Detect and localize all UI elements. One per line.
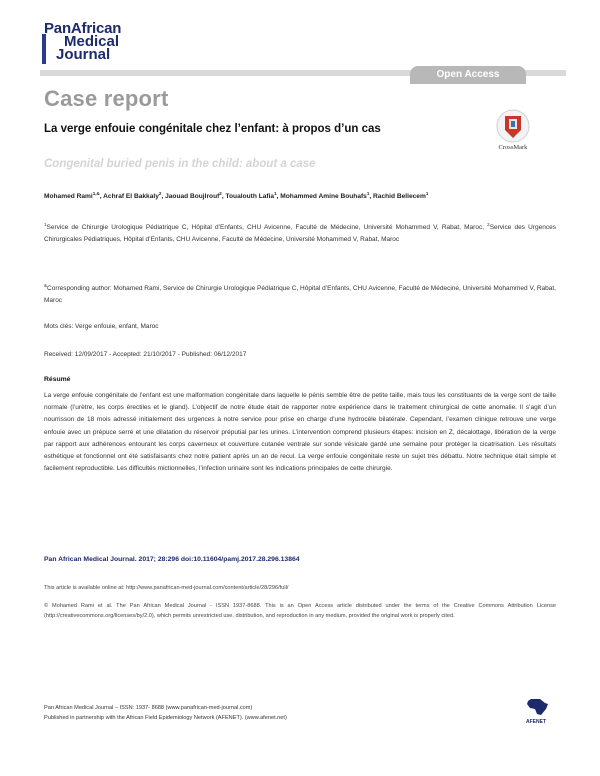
africa-map-icon [521, 698, 551, 716]
author-list: Mohamed Rami$^{1,\&}$, Achraf El Bakkaly$^2$, Jaouad Boujlrouf$^2$, Toualouth Lafia$^1$, Mohammed Amine Bouhafs$^1$, Rachid Bellecem$^1$ [44, 191, 429, 201]
affiliations [44, 219, 556, 246]
afenet-label: AFENET [526, 719, 546, 725]
publication-dates: Received: 12/09/2017 - Accepted: 21/10/2017 - Published: 06/12/2017 [44, 351, 247, 358]
journal-logo [44, 22, 144, 61]
afenet-logo [514, 698, 558, 725]
affiliation-text: Service de Chirurgie Urologique Pédiatrique C, Hôpital d’Enfants, CHU Avicenne, Faculté de Médecine, Université Mohammed V, Rabat, Maroc, [46, 224, 488, 232]
abstract-heading: Résumé [44, 376, 71, 383]
author-affiliation-mark: 1 [425, 191, 429, 196]
keywords: Mots clés: Verge enfouie, enfant, Maroc [44, 323, 159, 330]
author-name: Rachid Bellecem [373, 193, 426, 201]
affiliation-text: Service des Urgences Chirurgicales Pédiatriques, Hôpital d’Enfants, CHU Avicenne, Faculté de Médecine, Université Mohammed V, Rabat, Maroc [44, 224, 556, 244]
corresponding-author [44, 280, 556, 307]
open-access-badge: Open Access [410, 66, 526, 84]
footer-journal-line: Pan African Medical Journal – ISSN: 1937- 8688 (www.panafrican-med-journal.com) [44, 705, 253, 711]
author-name: Mohamed Rami [44, 193, 93, 201]
author-name: Achraf El Bakkaly [103, 193, 159, 201]
corresponding-mark: & [44, 283, 48, 288]
author-name: Jaouad Boujlrouf [165, 193, 220, 201]
author-affiliation-mark: 2 [158, 191, 162, 196]
article-type: Case report [44, 86, 169, 111]
abstract-text: La verge enfouie congénitale de l’enfant est une malformation congénitale dans laquelle le pénis semble être de petite taille, mais tous les constituants de la verge sont de taille normale (l’urètre, les corps érectiles et le gland). L’objectif de notre étude était de rapporter notre expérience dans le traitement chirurgical de cette anomalie. Il s’agit d’un nourrisson de 18 mois adressé initialement des urgences à notre service pour prise en charge d’une hydrocèle bilatérale. Cependant, l’examen clinique retrouve une verge enfouie avec un prépuce serré et une dilatation du réservoir préputial par les urines. L’intervention comprend plusieurs étapes: incision en Z, décalottage, libération de la verge par rapport aux adhérences entourant les corps caverneux et couverture cutanée ventrale sur sonde vésicale gardé une semaine pour protéger la cicatrisation. Les résultats esthétique et fonctionnel ont été satisfaisants chez notre patient après un an de recul. La verge enfouie congénitale reste un sujet très débattu. Notre technique était simple et facilement reproductible. Les difficultés mictionnelles, l’infection urinaire sont les indications principales de cette chirurgie. [44, 392, 556, 473]
logo-line-3: Journal [56, 46, 111, 63]
crossmark-label: CrossMark [498, 144, 528, 151]
affiliation-mark: 1 [44, 222, 47, 227]
corresponding-text: Corresponding author: Mohamed Rami, Service de Chirurgie Urologique Pédiatrique C, Hôpital d’Enfants, CHU Avicenne, Faculté de Médecine, Université Mohammed V, Rabat, Maroc [44, 285, 556, 305]
author-affiliation-mark: 1 [274, 191, 277, 196]
author-name: Mohammed Amine Bouhafs [280, 193, 367, 201]
logo-line-2: Medical [64, 33, 120, 50]
author-affiliation-mark: 2 [219, 191, 222, 196]
article-title-en: Congenital buried penis in the child: about a case [44, 158, 316, 170]
author-name: Toualouth Lafia [225, 193, 275, 201]
online-availability[interactable]: This article is available online at: http://www.panafrican-med-journal.com/content/article/28/296/full/ [44, 585, 289, 591]
author-affiliation-mark: 1,& [92, 191, 100, 196]
copyright-notice: © Mohamed Rami et al. The Pan African Medical Journal - ISSN 1937-8688. This is an Open Access article distributed under the terms of the Creative Commons Attribution License (http://creativecommons.org/licenses/by/2.0), which permits unrestricted use, distribution, and reproduction in any medium, provided the original work is properly cited. [44, 603, 556, 619]
logo-line-1: PanAfrican [44, 20, 122, 37]
author-affiliation-mark: 1 [366, 191, 370, 196]
citation-line[interactable]: Pan African Medical Journal. 2017; 28:296 doi:10.11604/pamj.2017.28.296.13864 [44, 556, 300, 563]
article-title-fr: La verge enfouie congénitale chez l’enfant: à propos d’un cas [44, 123, 381, 135]
affiliation-mark: 2 [487, 222, 490, 227]
crossmark-icon[interactable] [496, 108, 530, 149]
footer-partnership-line: Published in partnership with the African Field Epidemiology Network (AFENET). (www.afenet.net) [44, 715, 287, 721]
